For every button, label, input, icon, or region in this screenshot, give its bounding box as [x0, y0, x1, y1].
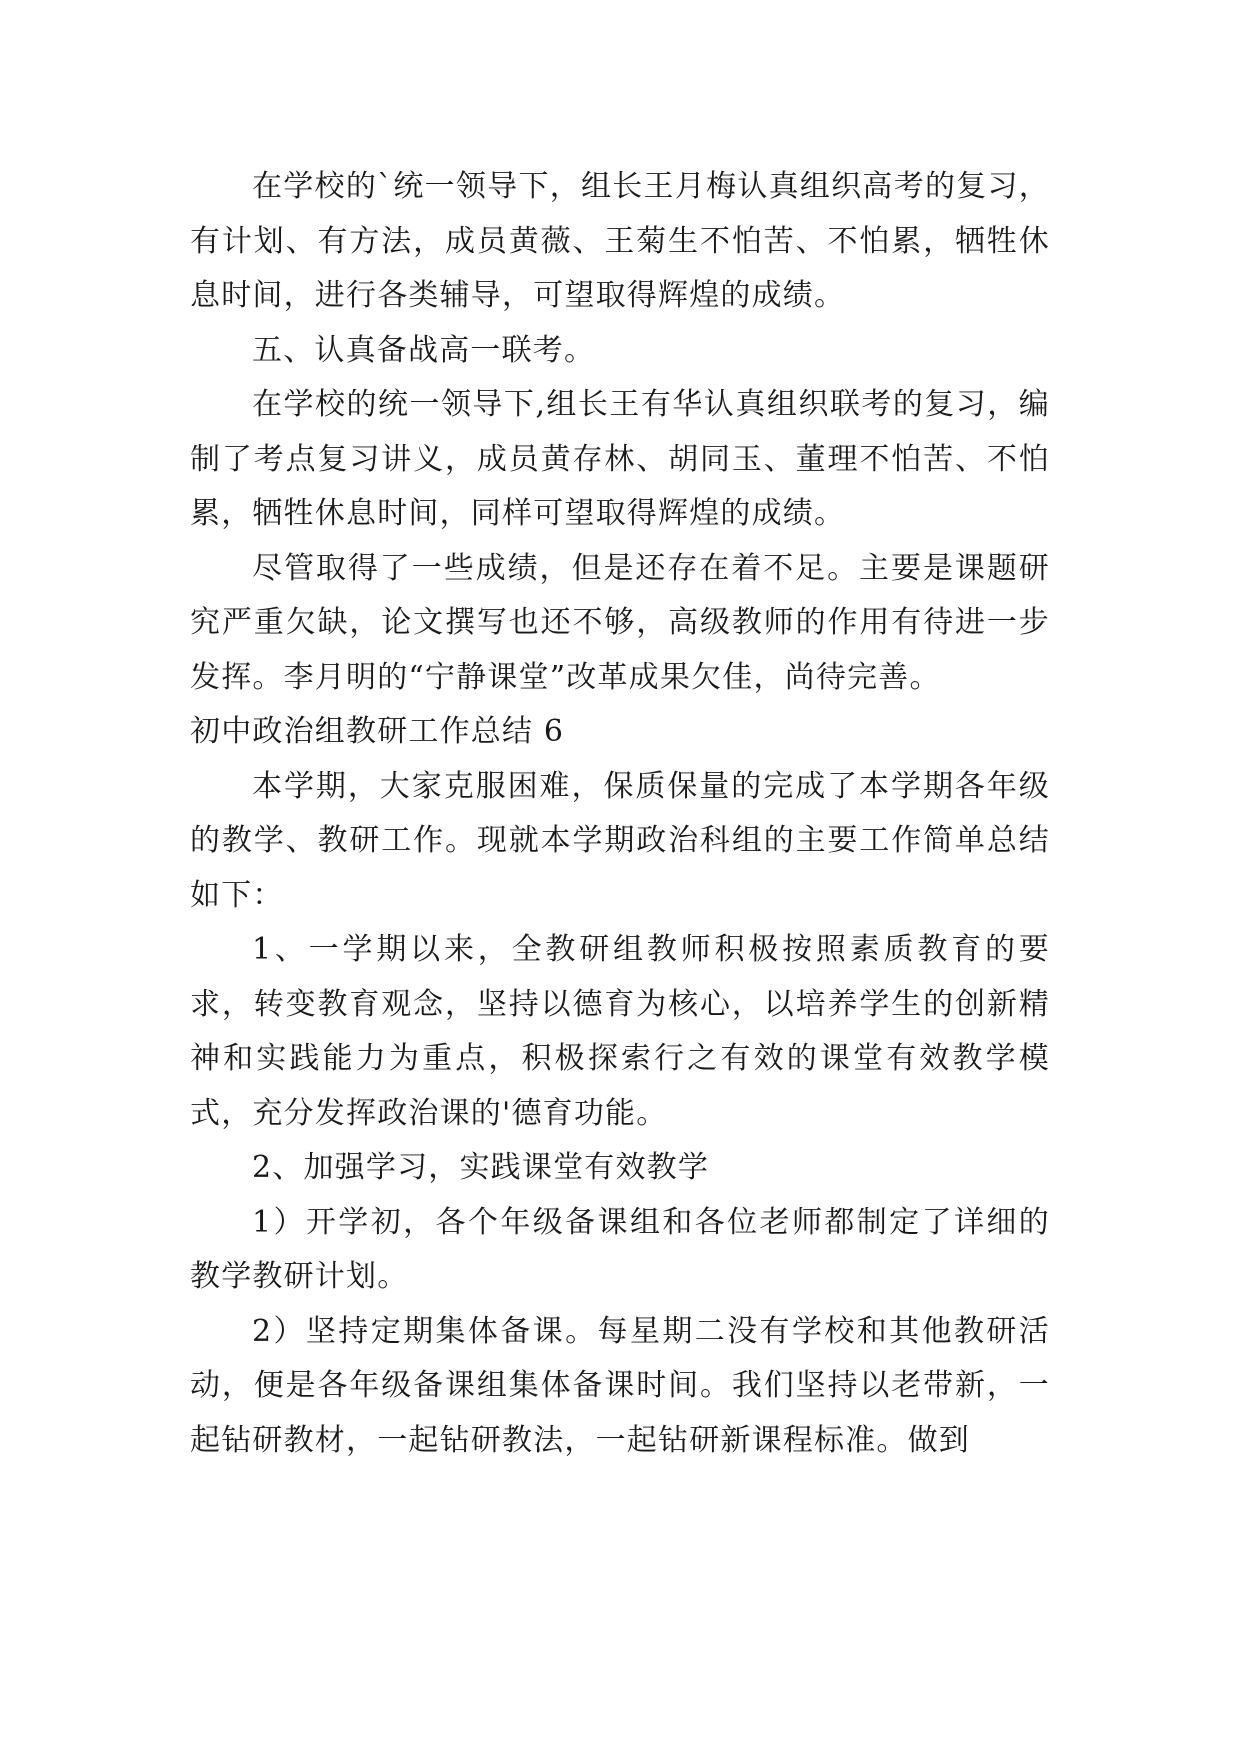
paragraph-subpoint-2: 2）坚持定期集体备课。每星期二没有学校和其他教研活动，便是各年级备课组集体备课时间。我们坚持以老带新，一起钻研教材，一起钻研教法，一起钻研新课程标准。做到 [190, 1313, 1050, 1458]
document-title-summary-6: 初中政治组教研工作总结 6 [190, 714, 565, 749]
paragraph-semester-intro: 本学期，大家克服困难，保质保量的完成了本学期各年级的教学、教研工作。现就本学期政治科组的主要工作简单总结如下： [190, 768, 1050, 913]
paragraph-point-2-heading: 2、加强学习，实践课堂有效教学 [252, 1150, 710, 1185]
paragraph-gaokao-review: 在学校的`统一领导下，组长王月梅认真组织高考的复习，有计划、有方法，成员黄薇、王菊生不怕苦、不怕累，牺牲休息时间，进行各类辅导，可望取得辉煌的成绩。 [190, 169, 1050, 313]
document-body [190, 160, 1050, 1468]
paragraph-point-1: 1、一学期以来，全教研组教师积极按照素质教育的要求，转变教育观念，坚持以德育为核心，以培养学生的创新精神和实践能力为重点，积极探索行之有效的课堂有效教学模式，充分发挥政治课的'德育功能。 [190, 932, 1050, 1131]
section-heading-five: 五、认真备战高一联考。 [252, 332, 596, 368]
paragraph-subpoint-1: 1）开学初，各个年级备课组和各位老师都制定了详细的教学教研计划。 [190, 1204, 1050, 1294]
paragraph-shortcomings: 尽管取得了一些成绩，但是还存在着不足。主要是课题研究严重欠缺，论文撰写也还不够，高级教师的作用有待进一步发挥。李月明的“宁静课堂”改革成果欠佳，尚待完善。 [190, 550, 1050, 695]
paragraph-joint-exam-review: 在学校的统一领导下,组长王有华认真组织联考的复习，编制了考点复习讲义，成员黄存林、胡同玉、董理不怕苦、不怕累，牺牲休息时间，同样可望取得辉煌的成绩。 [190, 387, 1050, 531]
